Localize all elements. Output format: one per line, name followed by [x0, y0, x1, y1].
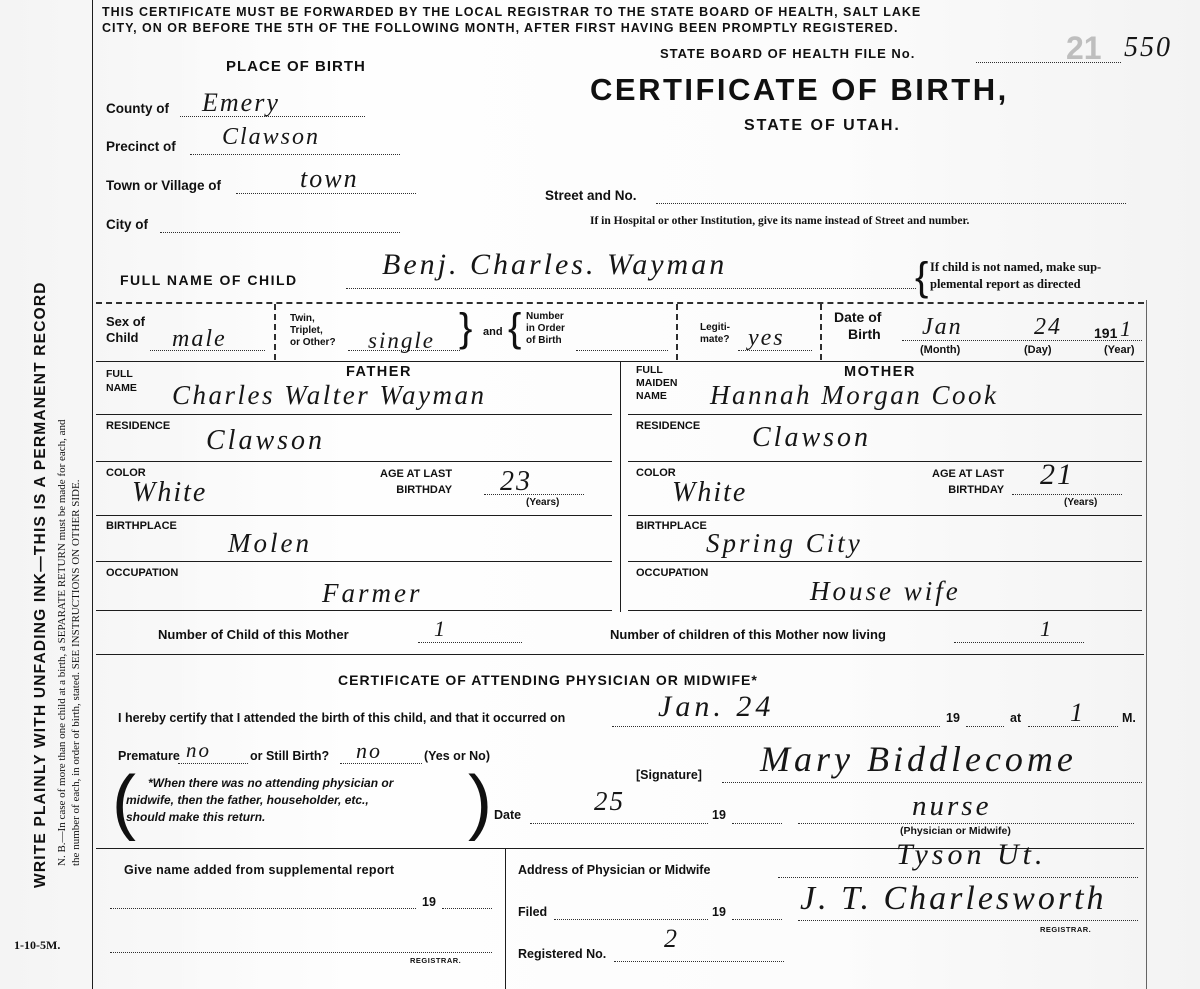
- registrar-signature[interactable]: J. T. Charlesworth: [800, 880, 1107, 917]
- mother-birthplace-value[interactable]: Spring City: [706, 528, 863, 558]
- legit-label: [700, 322, 730, 346]
- precinct-line: [190, 154, 400, 155]
- legit-value[interactable]: yes: [748, 325, 785, 351]
- premature-label: Premature: [118, 749, 180, 763]
- father-birthplace-line: [96, 561, 612, 562]
- precinct-label: Precinct of: [106, 139, 176, 154]
- street-label: Street and No.: [545, 188, 637, 203]
- counts-bottom-line: [96, 654, 1144, 655]
- date-year-line: [732, 823, 782, 824]
- dob-year-prefix: 191: [1094, 325, 1118, 341]
- twin-label-line2: Triplet,: [290, 325, 323, 336]
- bottom-section-divider: [505, 848, 506, 989]
- mother-name-label-line2: MAIDEN: [636, 377, 678, 389]
- date-label: Date: [494, 808, 522, 822]
- order-line: [576, 350, 668, 351]
- mother-occupation-value[interactable]: House wife: [810, 576, 961, 606]
- father-name-label-line2: NAME: [106, 382, 137, 394]
- sex-label-line1: Sex of: [106, 314, 146, 329]
- town-label: Town or Village of: [106, 178, 222, 193]
- unnamed-note-line2: plemental report as directed: [930, 277, 1081, 291]
- father-occupation-line: [96, 610, 612, 611]
- premature-line: [178, 763, 248, 764]
- father-age-value[interactable]: 23: [500, 466, 532, 497]
- write-plainly-notice: WRITE PLAINLY WITH UNFADING INK—THIS IS A PERMANENT RECORD: [32, 281, 49, 888]
- order-label-line3: of Birth: [526, 335, 562, 346]
- father-name-value[interactable]: Charles Walter Wayman: [172, 380, 487, 410]
- at-label: at: [1010, 711, 1022, 725]
- father-color-value[interactable]: White: [132, 477, 208, 508]
- year-caption: (Year): [1104, 344, 1135, 356]
- physician-footnote: [126, 775, 393, 826]
- place-of-birth-heading: PLACE OF BIRTH: [226, 58, 366, 75]
- dob-day-value[interactable]: 24: [1034, 314, 1062, 340]
- footnote-line2: midwife, then the father, householder, etc.,: [126, 793, 369, 807]
- filed-label: Filed: [518, 905, 548, 919]
- mother-birthplace-line: [628, 561, 1142, 562]
- precinct-value[interactable]: Clawson: [222, 124, 321, 150]
- mother-name-label: [636, 364, 677, 403]
- legit-divider: [676, 304, 678, 360]
- order-label: [526, 311, 565, 347]
- father-occupation-label: OCCUPATION: [106, 567, 179, 579]
- filed-year-label: 19: [712, 905, 726, 919]
- mother-age-line: [1012, 494, 1122, 495]
- legit-label-line1: Legiti-: [700, 322, 730, 333]
- twin-brace: }: [459, 306, 473, 350]
- address-line: [778, 877, 1138, 878]
- mother-residence-label: RESIDENCE: [636, 420, 701, 432]
- forwarding-notice-line2: CITY, ON OR BEFORE THE 5TH OF THE FOLLOWING MONTH, AFTER FIRST HAVING BEEN PROMPTLY REGISTERED.: [102, 21, 899, 35]
- supplemental-registrar-line: [110, 952, 492, 953]
- and-label: and: [483, 326, 503, 338]
- address-label: Address of Physician or Midwife: [518, 863, 711, 877]
- mother-age-label: [932, 466, 1004, 498]
- order-brace: {: [508, 306, 522, 350]
- father-years-caption: (Years): [526, 497, 560, 508]
- registered-line: [614, 961, 784, 962]
- file-number-label: STATE BOARD OF HEALTH FILE No.: [660, 46, 916, 61]
- father-residence-value[interactable]: Clawson: [206, 425, 326, 456]
- footnote-line1: *When there was no attending physician or: [148, 776, 394, 790]
- child-number-value[interactable]: 1: [434, 616, 447, 641]
- legit-label-line2: mate?: [700, 334, 730, 345]
- registered-value[interactable]: 2: [664, 924, 679, 953]
- father-age-label-line1: AGE AT LAST: [380, 468, 453, 480]
- city-label: City of: [106, 217, 148, 232]
- role-caption: (Physician or Midwife): [900, 825, 1011, 837]
- physician-signature[interactable]: Mary Biddlecome: [760, 739, 1077, 779]
- file-stamp: 21: [1066, 30, 1102, 66]
- signature-label: [Signature]: [636, 768, 702, 782]
- day-caption: (Day): [1024, 344, 1052, 356]
- hour-value[interactable]: 1: [1070, 698, 1085, 727]
- mother-age-value[interactable]: 21: [1040, 458, 1074, 491]
- child-number-label: Number of Child of this Mother: [158, 627, 349, 642]
- mother-age-label-line2: BIRTHDAY: [948, 484, 1005, 496]
- state-of-utah: STATE OF UTAH.: [744, 117, 901, 134]
- father-age-label: [380, 466, 452, 498]
- father-heading: FATHER: [346, 364, 412, 380]
- sex-label-line2: Child: [106, 330, 139, 345]
- form-code: 1-10-5M.: [14, 938, 61, 952]
- parents-divider: [620, 362, 621, 612]
- supplemental-year-label: 19: [422, 895, 436, 909]
- occurred-value[interactable]: Jan. 24: [658, 690, 775, 723]
- dob-month-value[interactable]: Jan: [922, 314, 963, 340]
- mother-name-line: [628, 414, 1142, 415]
- child-name-line: [346, 288, 916, 289]
- yes-no-caption: (Yes or No): [424, 749, 490, 763]
- footnote-brace-left: (: [112, 762, 136, 842]
- mother-occupation-label: OCCUPATION: [636, 567, 709, 579]
- county-label: County of: [106, 101, 169, 116]
- stillbirth-value[interactable]: no: [356, 738, 382, 763]
- father-occupation-value[interactable]: Farmer: [322, 578, 423, 608]
- filed-year-line: [732, 919, 782, 920]
- occurred-year-line: [966, 726, 1004, 727]
- father-color-line: [96, 515, 612, 516]
- sex-label: [106, 314, 145, 346]
- nb-instruction-line2: the number of each, in order of birth, stated. SEE INSTRUCTIONS ON OTHER SIDE.: [70, 479, 82, 866]
- mother-years-caption: (Years): [1064, 497, 1098, 508]
- occurred-year-label: 19: [946, 711, 960, 725]
- footnote-line3: should make this return.: [126, 810, 266, 824]
- child-name-label: FULL NAME OF CHILD: [120, 272, 298, 288]
- right-border: [1146, 300, 1147, 989]
- town-value[interactable]: town: [300, 164, 359, 193]
- address-value[interactable]: Tyson Ut.: [896, 838, 1047, 871]
- mother-occupation-line: [628, 610, 1142, 611]
- dob-label: [834, 309, 881, 343]
- month-caption: (Month): [920, 344, 961, 356]
- twin-label: [290, 313, 336, 349]
- registrar-signature-line: [798, 920, 1138, 921]
- date-year-label: 19: [712, 808, 726, 822]
- unnamed-note-line1: If child is not named, make sup-: [930, 260, 1102, 274]
- mother-name-label-line3: NAME: [636, 390, 667, 402]
- mother-color-label: COLOR: [636, 467, 676, 479]
- registered-label: Registered No.: [518, 947, 607, 961]
- father-residence-label: RESIDENCE: [106, 420, 171, 432]
- sex-value[interactable]: male: [172, 326, 227, 352]
- certificate-title: CERTIFICATE OF BIRTH,: [590, 72, 1009, 107]
- father-birthplace-label: BIRTHPLACE: [106, 520, 177, 532]
- father-residence-line: [96, 461, 612, 462]
- supplemental-label: Give name added from supplemental report: [124, 863, 395, 877]
- supplemental-year-line: [442, 908, 492, 909]
- father-age-label-line2: BIRTHDAY: [396, 484, 453, 496]
- father-color-label: COLOR: [106, 467, 146, 479]
- mother-heading: MOTHER: [844, 364, 916, 380]
- unnamed-brace: {: [915, 255, 929, 299]
- margin-border: [92, 0, 93, 989]
- forwarding-notice-line1: THIS CERTIFICATE MUST BE FORWARDED BY THE LOCAL REGISTRAR TO THE STATE BOARD OF HEALTH, SALT LAKE: [102, 5, 922, 19]
- role-line: [798, 823, 1134, 824]
- child-name-value[interactable]: Benj. Charles. Wayman: [382, 248, 728, 281]
- supplemental-line: [110, 908, 416, 909]
- county-value[interactable]: Emery: [202, 88, 280, 117]
- mother-color-line: [628, 515, 1142, 516]
- date-divider: [820, 304, 822, 360]
- mother-residence-value[interactable]: Clawson: [752, 422, 872, 453]
- order-label-line1: Number: [526, 311, 564, 322]
- street-line: [656, 203, 1126, 204]
- mother-birthplace-label: BIRTHPLACE: [636, 520, 707, 532]
- father-name-label: [106, 367, 137, 395]
- filed-line: [554, 919, 708, 920]
- twin-label-line1: Twin,: [290, 313, 315, 324]
- dob-label-line1: Date of: [834, 309, 882, 325]
- file-number: 550: [1124, 32, 1172, 63]
- premature-value[interactable]: no: [186, 738, 211, 762]
- m-label: M.: [1122, 711, 1136, 725]
- stillbirth-label: or Still Birth?: [250, 749, 330, 763]
- row-divider-top: [96, 302, 1144, 304]
- footnote-brace-right: ): [468, 762, 492, 842]
- occurred-line: [612, 726, 940, 727]
- mother-color-value[interactable]: White: [672, 477, 748, 508]
- father-birthplace-value[interactable]: Molen: [228, 528, 312, 558]
- twin-value[interactable]: single: [368, 328, 435, 353]
- living-line: [954, 642, 1084, 643]
- signature-line: [722, 782, 1142, 783]
- child-number-line: [418, 642, 522, 643]
- date-line: [530, 823, 708, 824]
- city-line: [160, 232, 400, 233]
- physician-heading: CERTIFICATE OF ATTENDING PHYSICIAN OR MIDWIFE*: [338, 672, 758, 688]
- registrar-caption: REGISTRAR.: [1040, 925, 1092, 934]
- hospital-note: If in Hospital or other Institution, give its name instead of Street and number.: [590, 215, 970, 227]
- date-value[interactable]: 25: [594, 786, 625, 816]
- mother-name-label-line1: FULL: [636, 364, 663, 376]
- order-label-line2: in Order: [526, 323, 565, 334]
- role-value[interactable]: nurse: [912, 790, 992, 822]
- sex-divider: [274, 304, 276, 360]
- living-value[interactable]: 1: [1040, 616, 1053, 641]
- certify-text: I hereby certify that I attended the birth of this child, and that it occurred on: [118, 711, 566, 725]
- nb-instruction-line1: N. B.—In case of more than one child at a birth, a SEPARATE RETURN must be made for each, and: [56, 419, 68, 866]
- father-name-label-line1: FULL: [106, 368, 133, 380]
- father-name-line: [96, 414, 612, 415]
- father-age-line: [484, 494, 584, 495]
- twin-label-line3: or Other?: [290, 337, 336, 348]
- mother-age-label-line1: AGE AT LAST: [932, 468, 1005, 480]
- dob-year-suffix[interactable]: 1: [1120, 316, 1133, 341]
- mother-name-value[interactable]: Hannah Morgan Cook: [710, 380, 999, 410]
- dob-label-line2: Birth: [848, 326, 881, 342]
- supplemental-registrar-caption: REGISTRAR.: [410, 956, 462, 965]
- living-label: Number of children of this Mother now living: [610, 627, 886, 642]
